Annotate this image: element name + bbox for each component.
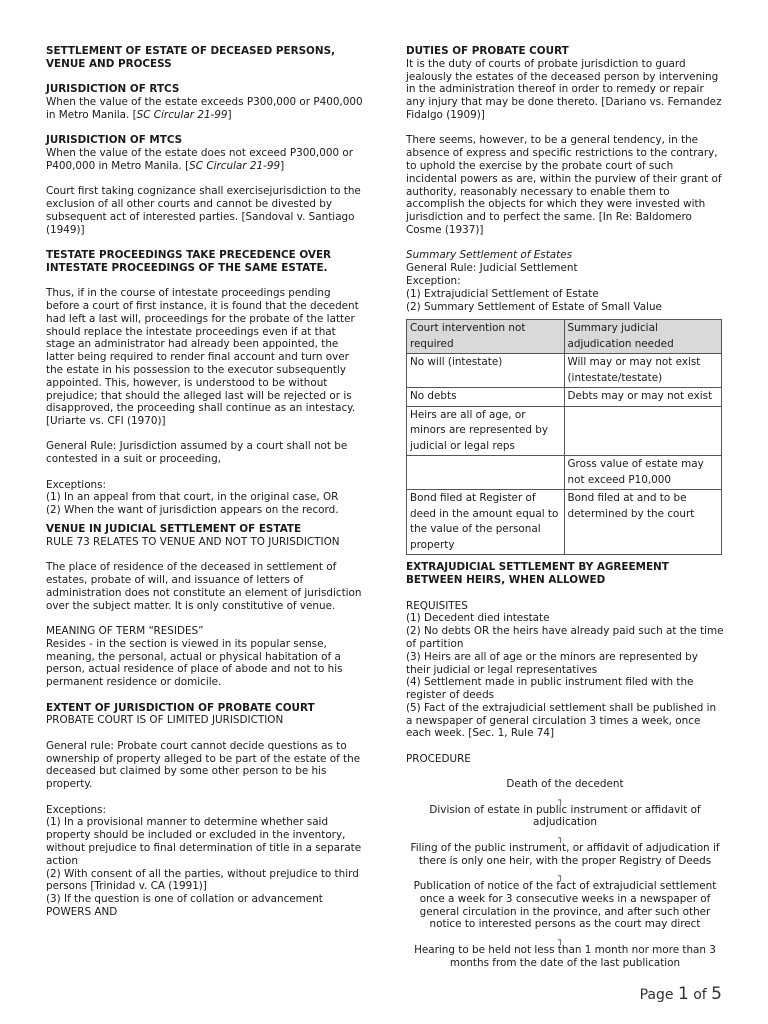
extent-subheading: PROBATE COURT IS OF LIMITED JURISDICTION bbox=[46, 714, 284, 727]
duties-paragraph: It is the duty of courts of probate jurisdiction to guard jealously the estates of the deceased person by intervening in the administration thereof in order to remedy or repair any injury that may be done thereto. [Dariano vs. Fernandez Fidalgo (1909)] bbox=[406, 57, 722, 121]
duties-heading: DUTIES OF PROBATE COURT bbox=[406, 45, 569, 57]
venue-subheading: RULE 73 RELATES TO VENUE AND NOT TO JURISDICTION bbox=[46, 535, 340, 548]
rtc-citation: SC Circular 21-99 bbox=[136, 108, 228, 121]
requisite-item: (2) No debts OR the heirs have already paid such at the time of partition bbox=[406, 625, 724, 650]
court-first-paragraph: Court first taking cognizance shall exercisejurisdiction to the exclusion of all other courts and cannot be divested by subsequent act of interested parties. [Sandoval v. Santiago (1949)] bbox=[46, 185, 361, 236]
of-word: of bbox=[693, 987, 707, 1003]
flow-connector-icon: ┐ bbox=[558, 833, 564, 844]
summary-line: Exception: bbox=[406, 274, 461, 287]
table-cell bbox=[407, 456, 565, 490]
summary-line: (2) Summary Settlement of Estate of Small Value bbox=[406, 300, 662, 313]
mtc-text: When the value of the estate does not exceed P300,000 or P400,000 in Metro Manila. [SC Circular 21-99] bbox=[46, 146, 353, 172]
flow-connector-icon: ┐ bbox=[558, 795, 564, 806]
extrajudicial-heading: EXTRAJUDICIAL SETTLEMENT BY AGREEMENT BETWEEN HEIRS, WHEN ALLOWED bbox=[406, 561, 669, 587]
table-cell: No debts bbox=[407, 388, 565, 407]
extent-heading: EXTENT OF JURISDICTION OF PROBATE COURT bbox=[46, 701, 315, 714]
table-cell: Will may or may not exist (intestate/testate) bbox=[564, 354, 722, 388]
table-row bbox=[407, 354, 722, 388]
venue-heading: VENUE IN JUDICIAL SETTLEMENT OF ESTATE bbox=[46, 523, 302, 536]
left-column bbox=[46, 45, 364, 919]
table-row bbox=[407, 388, 722, 407]
procedure-step: ┐ Publication of notice of the fact of extrajudicial settlement once a week for 3 consecutive weeks in a newspaper of general circulation in the province, and after such other notice to interested persons as the court may direct bbox=[413, 872, 717, 931]
table-cell bbox=[564, 406, 722, 456]
resides-label: MEANING OF TERM “RESIDES” bbox=[46, 625, 204, 638]
table-cell: Bond filed at and to be determined by the court bbox=[564, 490, 722, 555]
powers-heading: POWERS AND bbox=[46, 905, 118, 918]
extent-exception-item: (1) In a provisional manner to determine whether said property should be included or excluded in the inventory, without prejudice to final determination of title in a separate action bbox=[46, 816, 362, 867]
current-page: 1 bbox=[677, 984, 689, 1004]
flow-connector-icon: ┐ bbox=[558, 872, 564, 883]
table-row bbox=[407, 406, 722, 456]
exception-item: (2) When the want of jurisdiction appears on the record. bbox=[46, 504, 339, 517]
table-cell: Bond filed at Register of deed in the amount equal to the value of the personal property bbox=[407, 490, 565, 555]
page-word: Page bbox=[639, 987, 674, 1003]
table-cell: Gross value of estate may not exceed P10,000 bbox=[564, 456, 722, 490]
right-column bbox=[406, 45, 724, 969]
requisite-item: (5) Fact of the extrajudicial settlement shall be published in a newspaper of general circulation 3 times a week, once each week. [Sec. 1, Rule 74] bbox=[406, 701, 717, 740]
table-cell: Debts may or may not exist bbox=[564, 388, 722, 407]
testate-paragraph: Thus, if in the course of intestate proceedings pending before a court of first instance, it is found that the decedent had left a last will, proceedings for the probate of the latter should replace the intestate proceedings even if at that stage an administrator had already been appointed, the latter being required to render final account and turn over the estate in his possession to the executor subsequently appointed. This, however, is understood to be without prejudice; that should the alleged last will be rejected or is disapproved, the proceeding shall continue as an intestacy. [Uriarte vs. CFI (1970)] bbox=[46, 287, 359, 428]
total-pages: 5 bbox=[711, 984, 722, 1004]
table-header-row bbox=[407, 320, 722, 354]
procedure-step: Death of the decedent bbox=[506, 778, 624, 791]
venue-paragraph: The place of residence of the deceased in settlement of estates, probate of will, and issuance of letters of administration does not constitute an element of jurisdiction over the subject matter. It is only constitutive of venue. bbox=[46, 561, 362, 612]
flow-connector-icon: ┐ bbox=[558, 935, 564, 946]
requisites-label: REQUISITES bbox=[406, 599, 468, 612]
procedure-step: ┐ Hearing to be held not less than 1 month nor more than 3 months from the date of the last publication bbox=[414, 935, 716, 969]
exceptions-label: Exceptions: bbox=[46, 478, 107, 491]
general-rule-paragraph: General Rule: Jurisdiction assumed by a court shall not be contested in a suit or proceeding, bbox=[46, 440, 348, 466]
tendency-paragraph: There seems, however, to be a general tendency, in the absence of express and specific restrictions to the contrary, to uphold the exercise by the probate court of such incidental powers as are, within the purview of their grant of authority, reasonably necessary to enable them to accomplish the objects for which they were invested with jurisdiction and to perfect the same. [In Re: Baldomero Cosme (1937)] bbox=[406, 134, 722, 236]
requisite-item: (1) Decedent died intestate bbox=[406, 612, 550, 625]
procedure-step: ┐ Division of estate in public instrument or affidavit of adjudication bbox=[429, 795, 701, 829]
rtc-text: When the value of the estate exceeds P300,000 or P400,000 in Metro Manila. [SC Circular 21-99] bbox=[46, 95, 363, 121]
requisite-item: (4) Settlement made in public instrument filed with the register of deeds bbox=[406, 676, 694, 702]
extent-paragraph: General rule: Probate court cannot decide questions as to ownership of property alleged to be part of the estate of the deceased but claimed by some other person to be his property. bbox=[46, 739, 361, 791]
procedure-step: ┐ Filing of the public instrument, or affidavit of adjudication if there is only one heir, with the proper Registry of Deeds bbox=[410, 833, 720, 867]
mtc-heading: JURISDICTION OF MTCS bbox=[46, 134, 183, 147]
testate-heading: TESTATE PROCEEDINGS TAKE PRECEDENCE OVER INTESTATE PROCEEDINGS OF THE SAME ESTATE. bbox=[46, 248, 332, 274]
extent-exceptions-label: Exceptions: bbox=[46, 803, 107, 816]
table-row bbox=[407, 456, 722, 490]
rtc-heading: JURISDICTION OF RTCS bbox=[46, 83, 180, 96]
extent-exception-item: (3) If the question is one of collation or advancement bbox=[46, 893, 323, 906]
table-header-cell: Summary judicial adjudication needed bbox=[564, 320, 722, 354]
exception-item: (1) In an appeal from that court, in the original case, OR bbox=[46, 491, 339, 504]
page-number-footer bbox=[639, 984, 722, 1004]
table-row bbox=[407, 490, 722, 555]
settlement-comparison-table bbox=[406, 319, 722, 555]
mtc-citation: SC Circular 21-99 bbox=[189, 159, 281, 172]
table-header-cell: Court intervention not required bbox=[407, 320, 565, 354]
summary-heading: Summary Settlement of Estates bbox=[406, 249, 573, 262]
summary-line: (1) Extrajudicial Settlement of Estate bbox=[406, 287, 599, 300]
requisite-item: (3) Heirs are all of age or the minors are represented by their judicial or legal representatives bbox=[406, 650, 698, 676]
table-cell: Heirs are all of age, or minors are represented by judicial or legal reps bbox=[407, 406, 565, 456]
table-cell: No will (intestate) bbox=[407, 354, 565, 388]
document-title: SETTLEMENT OF ESTATE OF DECEASED PERSONS, VENUE AND PROCESS bbox=[46, 45, 336, 70]
resides-paragraph: Resides - in the section is viewed in its popular sense, meaning, the personal, actual or physical habitation of a person, actual residence of place of abode and not to his permanent residence or domicile. bbox=[46, 637, 343, 689]
procedure-label: PROCEDURE bbox=[406, 752, 471, 765]
extent-exception-item: (2) With consent of all the parties, without prejudice to third persons [Trinidad v. CA (1991)] bbox=[46, 867, 359, 893]
summary-line: General Rule: Judicial Settlement bbox=[406, 262, 578, 275]
